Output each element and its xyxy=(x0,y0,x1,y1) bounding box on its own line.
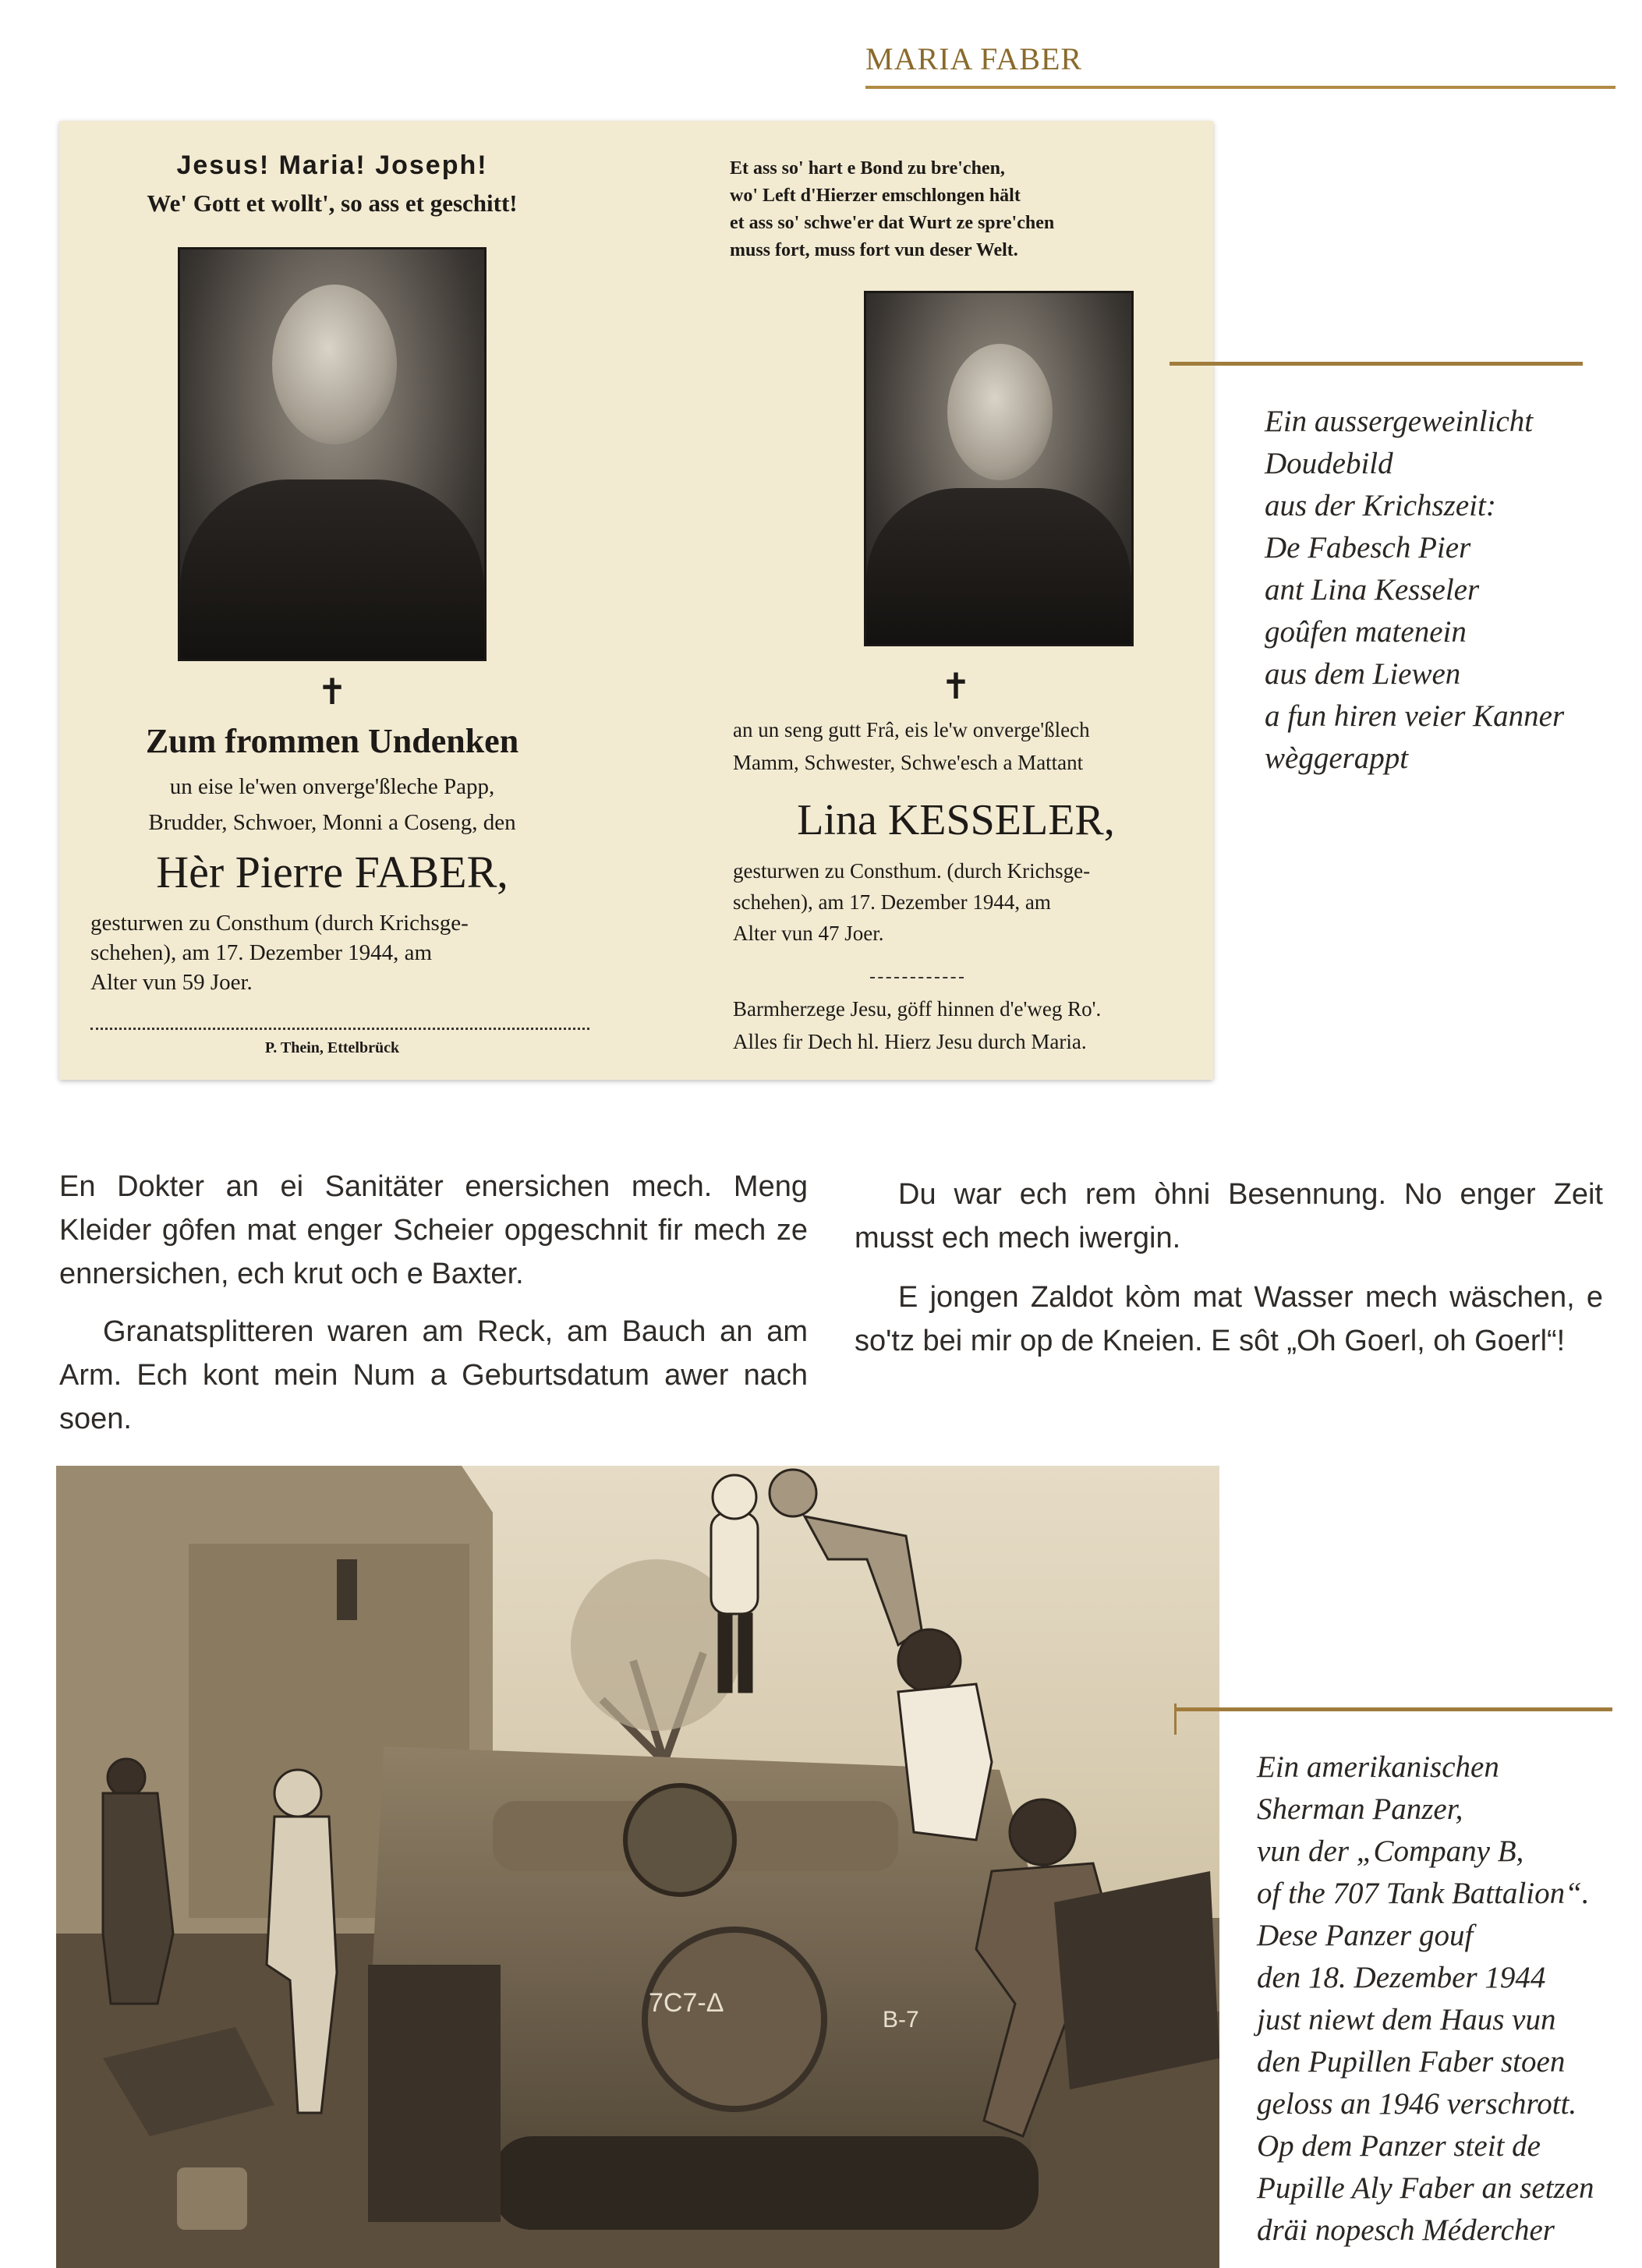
caption-line: aus dem Liewen xyxy=(1265,657,1461,691)
deceased-name: Lina KESSELER, xyxy=(797,796,1115,844)
verse-line-1: Et ass so' hart e Bond zu bre'chen, xyxy=(730,158,1005,179)
dedication-line-2: Mamm, Schwester, Schwe'esch a Mattant xyxy=(733,751,1084,774)
sherman-tank-scene xyxy=(56,1466,1219,2268)
printer-credit: P. Thein, Ettelbrück xyxy=(264,1039,400,1056)
caption-line: goûfen matenein xyxy=(1265,615,1467,649)
caption-rule xyxy=(1170,362,1583,366)
death-line-1: gesturwen zu Consthum (durch Krichsge- xyxy=(90,911,469,936)
caption-line: De Fabesch Pier xyxy=(1265,531,1471,564)
body-paragraph: En Dokter an ei Sanitäter enersichen mech. Meng Kleider gôfen mat enger Scheier opgeschnit fir mech ze ennersichen, ech krut och e Baxter. xyxy=(59,1170,808,1290)
dotted-divider xyxy=(90,1028,589,1030)
dedication-line-2: Brudder, Schwoer, Monni a Coseng, den xyxy=(148,810,516,835)
header-rule xyxy=(865,86,1615,89)
caption-line: Dese Panzer gouf xyxy=(1257,1919,1474,1952)
caption-line: Sherman Panzer, xyxy=(1257,1792,1463,1826)
body-paragraph: E jongen Zaldot kòm mat Wasser mech wäschen, e so'tz bei mir op de Kneien. E sôt „Oh Goerl, oh Goerl“! xyxy=(855,1281,1603,1357)
tank-marking-right: B-7 xyxy=(883,2007,919,2033)
verse-line-4: muss fort, muss fort vun deser Welt. xyxy=(730,240,1018,260)
motto: We' Gott et wollt', so ass et geschitt! xyxy=(147,189,518,217)
caption-line: a fun hiren veier Kanner xyxy=(1265,699,1565,733)
caption-line: Ein aussergeweinlicht xyxy=(1265,405,1534,438)
caption-line: Pupille Aly Faber an setzen xyxy=(1257,2171,1594,2205)
caption-tank xyxy=(1257,1746,1631,2252)
death-line-3: Alter vun 47 Joer. xyxy=(733,922,884,945)
prayer-line-2: Alles fir Dech hl. Hierz Jesu durch Maria. xyxy=(733,1030,1087,1053)
caption-rule xyxy=(1174,1707,1612,1711)
portrait-pierre-faber xyxy=(178,247,487,661)
heading: Zum frommen Undenken xyxy=(145,722,519,760)
invocation: Jesus! Maria! Joseph! xyxy=(176,150,488,180)
memorial-card xyxy=(59,121,1213,1080)
verse-line-3: et ass so' schwe'er dat Wurt ze spre'chen xyxy=(730,213,1055,233)
caption-line: Doudebild xyxy=(1265,447,1393,480)
tank-marking-left: 7C7-Δ xyxy=(649,1988,724,2018)
body-paragraph: Du war ech rem òhni Besennung. No enger Zeit musst ech mech iwergin. xyxy=(855,1178,1603,1254)
caption-line: Ein amerikanischen xyxy=(1257,1750,1499,1784)
dedication-line-1: an un seng gutt Frâ, eis le'w onverge'ßlech xyxy=(733,718,1090,741)
caption-line: just niewt dem Haus vun xyxy=(1257,2003,1556,2036)
cross-icon: ✝ xyxy=(940,667,971,706)
tank-photograph xyxy=(56,1466,1219,2268)
death-line-1: gesturwen zu Consthum. (durch Krichsge- xyxy=(733,859,1091,883)
cross-icon: ✝ xyxy=(317,672,348,712)
verse-line-2: wo' Left d'Hierzer emschlongen hält xyxy=(730,186,1021,206)
deceased-name: Hèr Pierre FABER, xyxy=(156,847,508,897)
dedication-line-1: un eise le'wen onverge'ßleche Papp, xyxy=(169,774,495,799)
caption-memorial xyxy=(1265,401,1631,780)
prayer-line-1: Barmherzege Jesu, göff hinnen d'e'weg Ro'. xyxy=(733,997,1102,1021)
caption-line: dräi nopesch Médercher xyxy=(1257,2213,1555,2247)
caption-line: wèggerappt xyxy=(1265,741,1409,775)
body-paragraph: Granatsplitteren waren am Reck, am Bauch an am Arm. Ech kont mein Num a Geburtsdatum awer nach soen. xyxy=(59,1315,808,1435)
caption-line: geloss an 1946 verschrott. xyxy=(1257,2087,1577,2121)
caption-line: aus der Krichszeit: xyxy=(1265,489,1496,522)
portrait-lina-kesseler xyxy=(864,291,1134,646)
caption-line: Op dem Panzer steit de xyxy=(1257,2129,1541,2163)
death-line-3: Alter vun 59 Joer. xyxy=(90,970,253,995)
caption-line: vun der „Company B, xyxy=(1257,1835,1524,1868)
caption-line: of the 707 Tank Battalion“. xyxy=(1257,1877,1590,1910)
ornament-divider xyxy=(870,977,964,978)
death-line-2: schehen), am 17. Dezember 1944, am xyxy=(90,940,433,965)
page-title: MARIA FABER xyxy=(865,41,1083,76)
caption-line: ant Lina Kesseler xyxy=(1265,573,1480,607)
caption-line: den 18. Dezember 1944 xyxy=(1257,1961,1546,1994)
death-line-2: schehen), am 17. Dezember 1944, am xyxy=(733,890,1051,914)
caption-line: den Pupillen Faber stoen xyxy=(1257,2045,1566,2079)
